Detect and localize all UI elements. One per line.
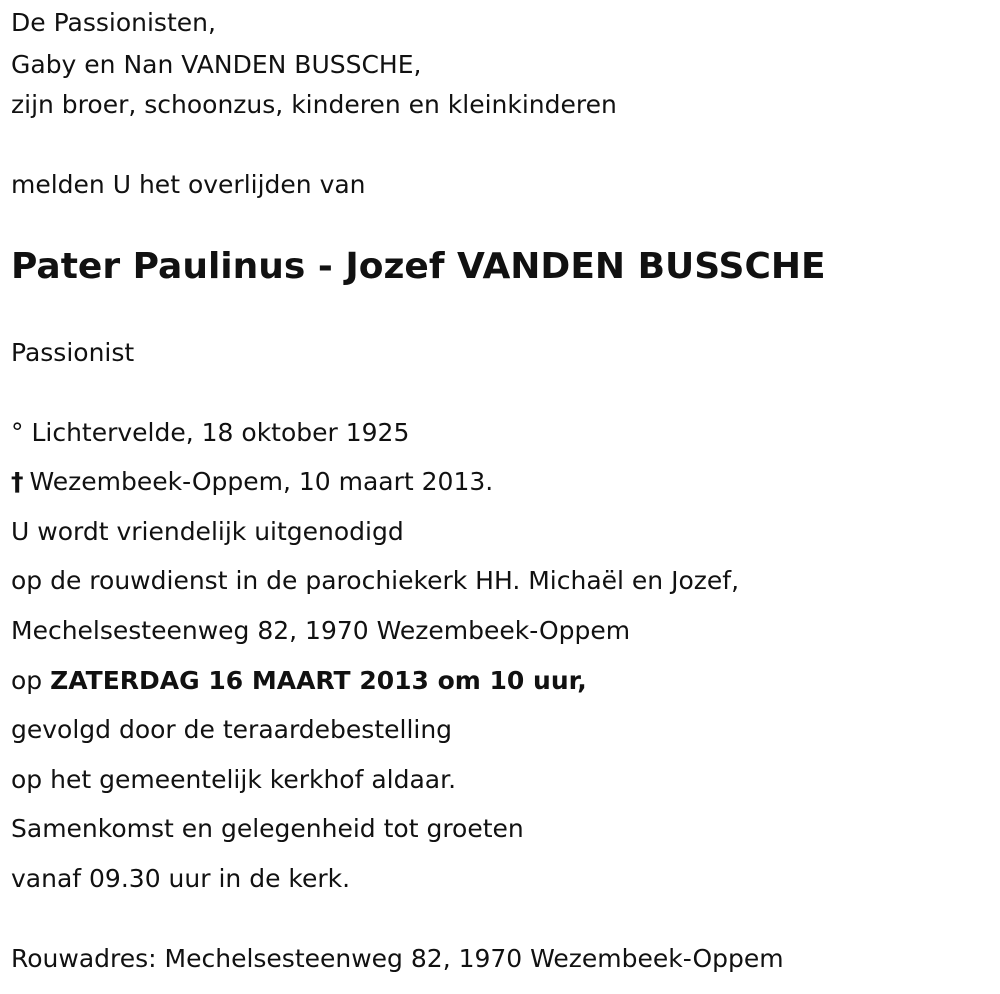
service-date: ZATERDAG 16 MAART 2013 om 10 uur, (50, 666, 587, 695)
invitation-line-1: U wordt vriendelijk uitgenodigd (11, 517, 404, 546)
announcer-line-2: Gaby en Nan VANDEN BUSSCHE, (11, 50, 422, 79)
invitation-line-5: gevolgd door de teraardebestelling (11, 715, 453, 744)
invitation-line-8: vanaf 09.30 uur in de kerk. (11, 864, 351, 893)
deceased-name: Pater Paulinus - Jozef VANDEN BUSSCHE (11, 246, 826, 287)
birth-line: ° Lichtervelde, 18 oktober 1925 (11, 418, 410, 447)
service-date-line (11, 666, 587, 696)
role-text: Passionist (11, 338, 135, 367)
announcement-text: melden U het overlijden van (11, 170, 366, 199)
cross-icon: † (11, 467, 24, 496)
invitation-line-6: op het gemeentelijk kerkhof aldaar. (11, 765, 457, 794)
announcer-line-3: zijn broer, schoonzus, kinderen en kleinkinderen (11, 90, 617, 119)
invitation-line-7: Samenkomst en gelegenheid tot groeten (11, 814, 524, 843)
death-text: Wezembeek-Oppem, 10 maart 2013. (29, 467, 494, 496)
service-date-prefix: op (11, 666, 43, 695)
announcer-line-1: De Passionisten, (11, 8, 216, 37)
invitation-line-2: op de rouwdienst in de parochiekerk HH. Michaël en Jozef, (11, 566, 740, 595)
death-line (11, 467, 493, 497)
invitation-line-3: Mechelsesteenweg 82, 1970 Wezembeek-Oppem (11, 616, 631, 645)
mourning-address: Rouwadres: Mechelsesteenweg 82, 1970 Wezembeek-Oppem (11, 944, 784, 973)
